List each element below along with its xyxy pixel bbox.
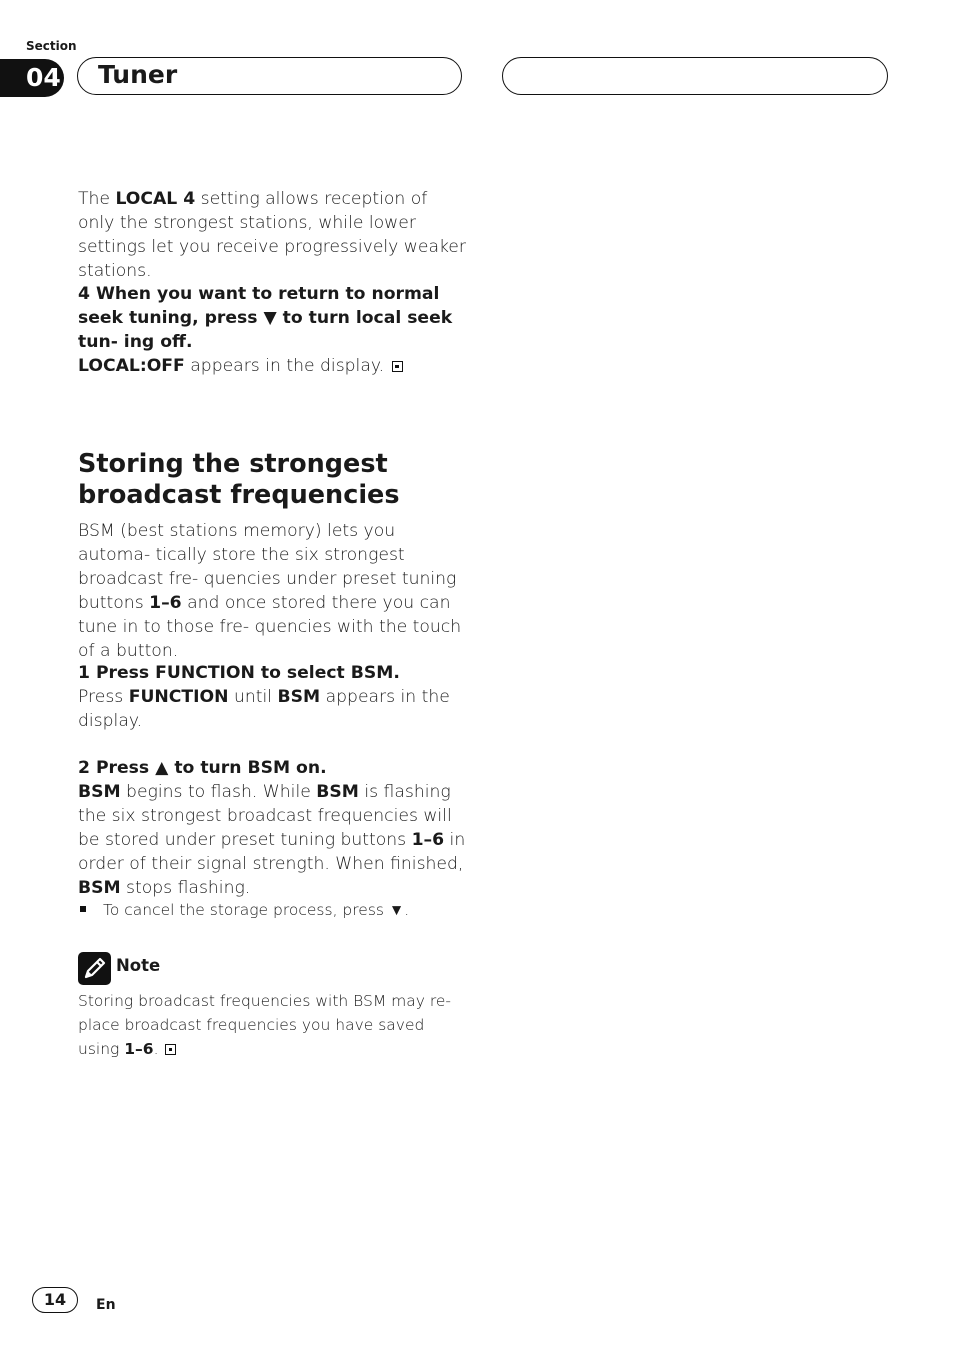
step-4-heading: 4 When you want to return to normal seek tuning, press ▼ to turn local seek tun- ing off.: [78, 284, 453, 352]
section-label: Section: [26, 39, 77, 53]
step-1-t1: Press: [78, 687, 129, 707]
step-2-b1: BSM: [78, 782, 121, 802]
bsm-intro-term: 1–6: [149, 593, 182, 613]
step-1-t3: appears in the display.: [78, 687, 450, 731]
end-mark-icon: [392, 361, 403, 372]
step-2-heading: 2 Press ▲ to turn BSM on.: [78, 758, 327, 778]
end-mark-icon: [165, 1044, 176, 1055]
bullet-item: [78, 901, 409, 920]
language-code: En: [96, 1297, 116, 1313]
step-2-t4: stops flashing.: [120, 878, 251, 898]
step-1-heading: 1 Press FUNCTION to select BSM.: [78, 663, 400, 683]
intro-term: LOCAL 4: [115, 189, 196, 209]
step-2-t1: begins to flash. While: [120, 782, 317, 802]
step-2-b4: BSM: [78, 878, 121, 898]
section-number-badge: 04: [0, 59, 64, 97]
note-label: Note: [116, 956, 161, 975]
step-2: [78, 756, 466, 900]
note-pencil-icon: [78, 952, 111, 985]
intro-post: setting allows reception of only the strongest stations, while lower settings let you receive progressively weaker stations.: [78, 189, 466, 281]
bsm-intro-a: BSM (best stations memory) lets you automa- tically store the six strongest broadcast fre- quencies under preset tuning buttons: [78, 521, 457, 613]
bullet-square-icon: [80, 906, 86, 912]
step-2-b2: BSM: [316, 782, 359, 802]
intro-paragraph: [78, 187, 466, 283]
header-right-frame: [502, 57, 888, 95]
note-text-block: [78, 989, 466, 1061]
bsm-intro-paragraph: [78, 519, 466, 663]
step-2-b3: 1–6: [411, 830, 445, 850]
step-1-b1: FUNCTION: [128, 687, 229, 707]
bullet-text: To cancel the storage process, press ▼.: [103, 901, 410, 919]
step-1: [78, 661, 466, 733]
step-4-text: appears in the display.: [184, 356, 385, 376]
page-number: 14: [32, 1287, 78, 1313]
bsm-heading: Storing the strongest broadcast frequencies: [78, 449, 400, 510]
section-title: Tuner: [98, 60, 178, 89]
note-end: .: [153, 1040, 159, 1058]
step-4-term: LOCAL:OFF: [78, 356, 185, 376]
step-2-t3: in order of their signal strength. When finished,: [78, 830, 466, 874]
bsm-section: [78, 449, 466, 511]
note-term: 1–6: [124, 1040, 154, 1058]
step-1-t2: until: [228, 687, 278, 707]
intro-pre: The: [78, 189, 116, 209]
step-2-t2: is flashing the six strongest broadcast frequencies will be stored under preset tuning buttons: [78, 782, 452, 850]
step-4: [78, 282, 466, 378]
bsm-intro-b: and once stored there you can tune in to those fre- quencies with the touch of a button.: [78, 593, 462, 661]
note-text: Storing broadcast frequencies with BSM may re- place broadcast frequencies you have saved using: [78, 992, 452, 1058]
step-1-b2: BSM: [277, 687, 321, 707]
